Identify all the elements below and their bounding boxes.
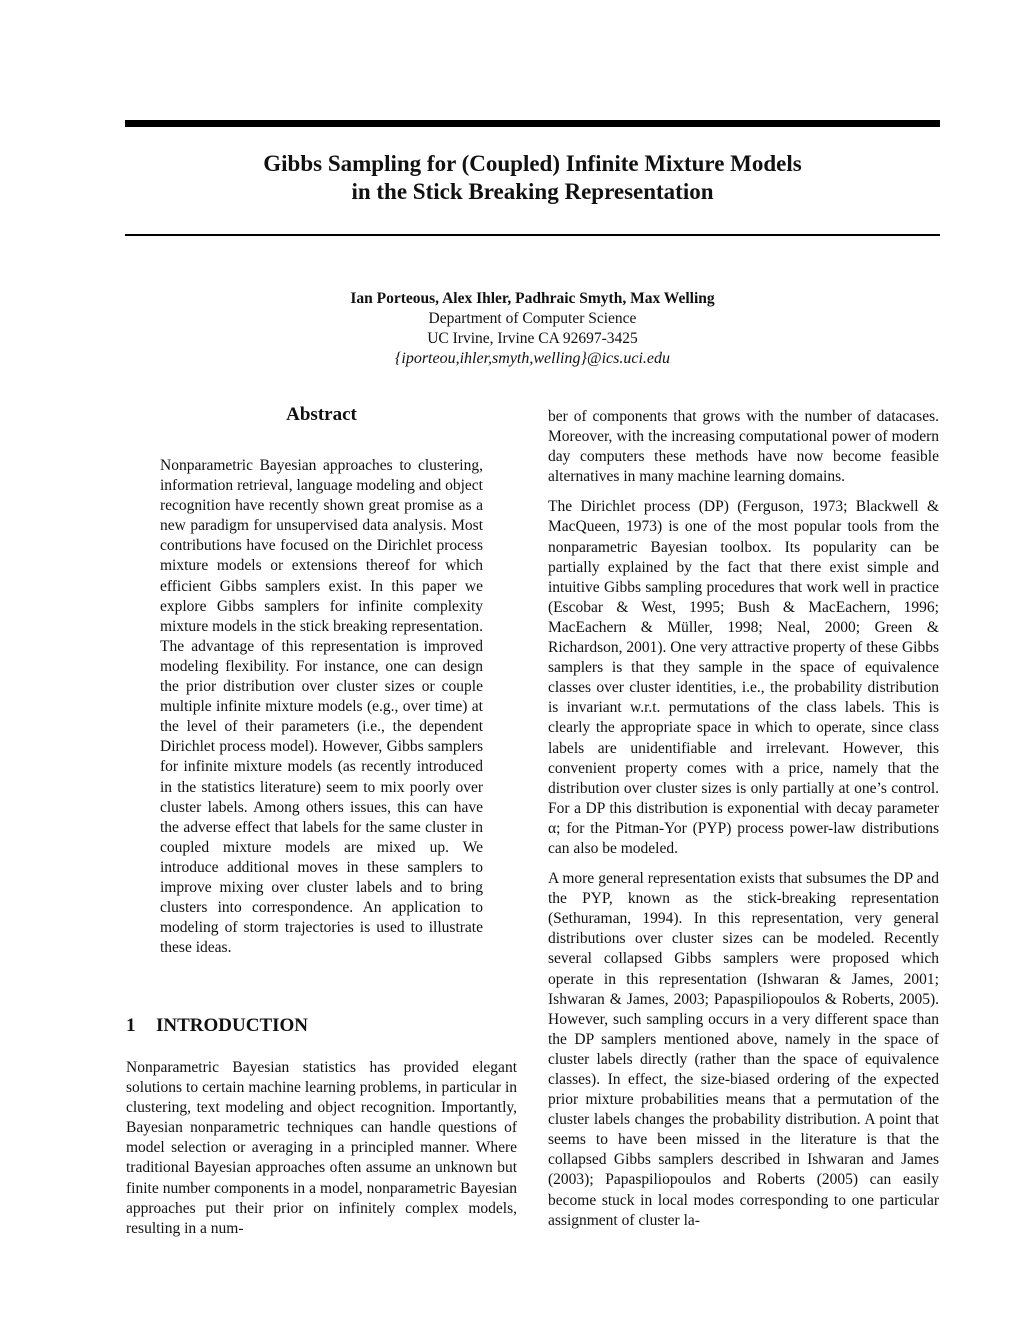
paper-title-line-2: in the Stick Breaking Representation <box>351 179 714 204</box>
section-title: INTRODUCTION <box>156 1015 309 1036</box>
section-heading-introduction <box>126 1015 517 1037</box>
paper-title <box>125 150 940 206</box>
paper-title-line-1: Gibbs Sampling for (Coupled) Infinite Mixture Models <box>263 151 802 176</box>
author-department: Department of Computer Science <box>428 310 637 327</box>
author-block <box>125 289 940 369</box>
right-column <box>548 407 939 1231</box>
title-bottom-rule <box>125 234 940 236</box>
author-email <box>125 349 940 369</box>
abstract-body: Nonparametric Bayesian approaches to clustering, information retrieval, language modeling and object recognition have recently shown great promise as a new paradigm for unsupervised data analysis. Most contributions have focused on the Dirichlet process mixture models or extensions thereof for which efficient Gibbs samplers exist. In this paper we explore Gibbs samplers for infinite complexity mixture models in the stick breaking representation. The advantage of this representation is improved modeling flexibility. For instance, one can design the prior distribution over cluster sizes or couple multiple infinite mixture models (e.g., over time) at the level of their parameters (i.e., the dependent Dirichlet process model). However, Gibbs samplers for infinite mixture models (as recently introduced in the statistics literature) seem to mix poorly over cluster labels. Among others issues, this can have the adverse effect that labels for the same cluster in coupled mixture models are mixed up. We introduce additional moves in these samplers to improve mixing over cluster labels and to bring clusters into correspondence. An application to modeling of storm trajectories is used to illustrate these ideas. <box>160 457 483 957</box>
author-names: Ian Porteous, Alex Ihler, Padhraic Smyth, Max Welling <box>350 290 715 307</box>
intro-paragraph-1: Nonparametric Bayesian statistics has provided elegant solutions to certain machine learning problems, in particular in clustering, text modeling and object recognition. Importantly, Bayesian nonparametric techniques can handle questions of model selection or averaging in a principled manner. Where traditional Bayesian approaches often assume an unknown but finite number components in a model, nonparametric Bayesian approaches put their prior on infinitely complex models, resulting in a num- <box>126 1059 517 1237</box>
section-number: 1 <box>126 1015 136 1036</box>
author-address: UC Irvine, Irvine CA 92697-3425 <box>427 330 638 347</box>
intro-paragraph-3: A more general representation exists that subsumes the DP and the PYP, known as the stick-breaking representation (Sethuraman, 1994). In this representation, very general distributions over cluster sizes can be modeled. Recently several collapsed Gibbs samplers were proposed which operate in this representation (Ishwaran & James, 2001; Ishwaran & James, 2003; Papaspiliopoulos & Roberts, 2005). However, such sampling occurs in a very different space than the DP samplers mentioned above, namely in the space of cluster labels directly (rather than the space of equivalence classes). In effect, the size-biased ordering of the expected prior mixture probabilities means that a permutation of the cluster labels changes the probability distribution. A point that seems to have been missed in the literature is that the collapsed Gibbs samplers described in Ishwaran and James (2003); Papaspiliopoulos and Roberts (2005) can easily become stuck in local modes corresponding to one particular assignment of cluster la- <box>548 870 939 1229</box>
title-top-rule <box>125 120 940 127</box>
intro-paragraph-1-continued: ber of components that grows with the number of datacases. Moreover, with the increasing computational power of modern day computers these methods have now become feasible alternatives in many machine learning domains. <box>548 408 939 486</box>
intro-paragraph-2: The Dirichlet process (DP) (Ferguson, 1973; Blackwell & MacQueen, 1973) is one of the most popular tools from the nonparametric Bayesian toolbox. Its popularity can be partially explained by the fact that there exist simple and intuitive Gibbs sampling procedures that work well in practice (Escobar & West, 1995; Bush & MacEachern, 1996; MacEachern & Müller, 1998; Neal, 2000; Green & Richardson, 2001). One very attractive property of these Gibbs samplers is that they sample in the space of equivalence classes over cluster identities, i.e., the probability distribution is invariant w.r.t. permutations of the class labels. This is clearly the appropriate space in which to operate, since class labels are unidentifiable and irrelevant. However, this convenient property comes with a price, namely that the distribution over cluster sizes is only partially at one’s control. For a DP this distribution is exponential with decay parameter α; for the Pitman-Yor (PYP) process power-law distributions can also be modeled. <box>548 498 939 857</box>
abstract-heading: Abstract <box>286 404 357 425</box>
introduction-left-column <box>126 1058 517 1239</box>
author-email-text: {iporteou,ihler,smyth,welling}@ics.uci.edu <box>394 350 671 367</box>
